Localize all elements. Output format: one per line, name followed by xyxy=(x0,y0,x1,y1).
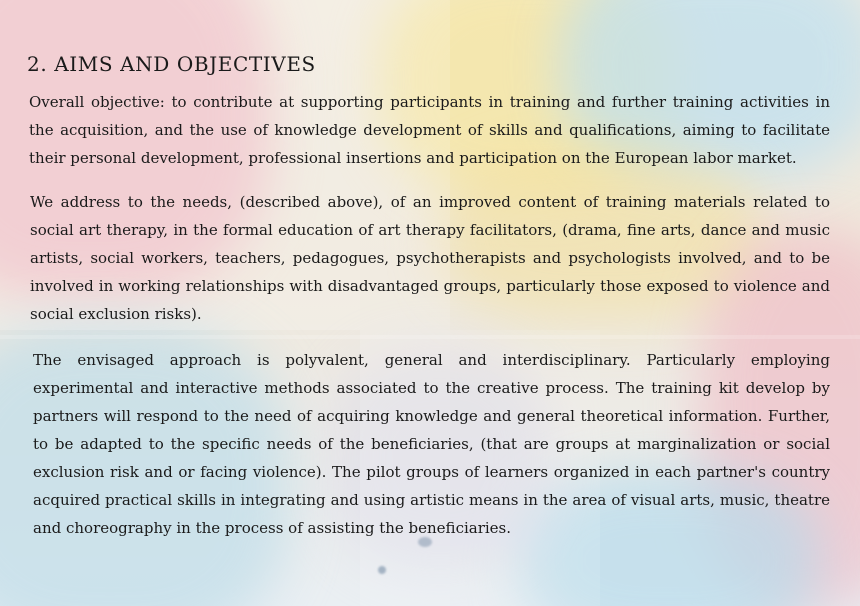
document-page xyxy=(27,50,830,542)
paragraph-approach: The envisaged approach is polyvalent, general and interdisciplinary. Particularly employing experimental and interactive methods associated to the creative process. The training kit develop by partners will respond to the need of acquiring knowledge and general theoretical information. Further, to be adapted to the specific needs of the beneficiaries, (that are groups at marginalization or social exclusion risk and or facing violence). The pilot groups of learners organized in each partner's country acquired practical skills in integrating and using artistic means in the area of visual arts, music, theatre and choreography in the process of assisting the beneficiaries. xyxy=(33,351,830,537)
paragraph-overall-objective: Overall objective: to contribute at supporting participants in training and further training activities in the acquisition, and the use of knowledge development of skills and qualifications, aiming to facilitate their personal development, professional insertions and participation on the European labor market. xyxy=(29,93,830,167)
section-title: 2. AIMS AND OBJECTIVES xyxy=(27,52,316,76)
paragraph-needs: We address to the needs, (described above), of an improved content of training materials related to social art therapy, in the formal education of art therapy facilitators, (drama, fine arts, dance and music artists, social workers, teachers, pedagogues, psychotherapists and psychologists involved, and to be involved in working relationships with disadvantaged groups, particularly those exposed to violence and social exclusion risks). xyxy=(30,193,830,323)
paint-splash xyxy=(418,537,432,547)
paint-splash xyxy=(378,566,386,574)
